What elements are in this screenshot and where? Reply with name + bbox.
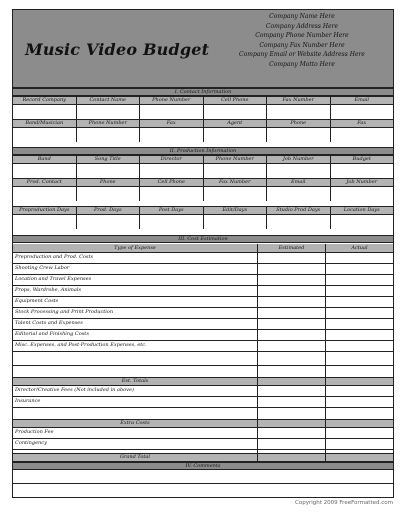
- comments-section-title: IV. Comments: [13, 462, 393, 470]
- cost-row[interactable]: [13, 330, 393, 341]
- est-totals-label: Est. Totals: [121, 378, 149, 384]
- cost-row[interactable]: [13, 308, 393, 319]
- production-label-row-2: [13, 178, 393, 187]
- company-fax: Company Fax Number Here: [259, 41, 345, 49]
- production-label: Preproduction Days: [13, 207, 77, 214]
- production-label: Post Days: [140, 207, 204, 214]
- cost-column-headers: [13, 244, 393, 253]
- production-field[interactable]: [267, 164, 331, 178]
- production-field[interactable]: [331, 187, 394, 201]
- comments-field[interactable]: [13, 484, 393, 498]
- company-name: Company Name Here: [269, 13, 335, 20]
- contact-label: Band/Musician: [13, 120, 77, 127]
- production-field[interactable]: [267, 215, 331, 229]
- production-label: Fax Number: [204, 179, 268, 186]
- contact-field[interactable]: [204, 128, 268, 142]
- cost-item-label: Location and Travel Expenses: [15, 276, 92, 282]
- production-field[interactable]: [204, 164, 268, 178]
- cost-item-label: Editorial and Finishing Costs: [15, 331, 89, 337]
- production-field[interactable]: [140, 164, 204, 178]
- cost-item-label: Insurance: [15, 398, 41, 404]
- contact-label: Fax Number: [267, 97, 331, 104]
- cost-item-label: Props, Wardrobe, Animals: [15, 287, 82, 293]
- estimated-column-divider: [257, 253, 258, 462]
- col-type-header: Type of Expense: [114, 245, 156, 251]
- cost-item-label: Misc. Expenses, and Post-Production Expenses, etc.: [15, 342, 147, 348]
- contact-label: Cell Phone: [204, 97, 268, 104]
- cost-item-label: Shooting Crew Labor: [15, 265, 70, 271]
- production-field[interactable]: [204, 215, 268, 229]
- contact-section-title: I. Contact Information: [13, 88, 393, 96]
- form-title: Music Video Budget: [25, 40, 210, 59]
- production-label: Budget: [352, 156, 371, 162]
- cost-row[interactable]: [13, 319, 393, 330]
- contact-label-row-2: [13, 119, 393, 128]
- company-address: Company Address Here: [265, 22, 339, 30]
- production-label-row-3: [13, 206, 393, 215]
- production-field[interactable]: [331, 215, 394, 229]
- production-field[interactable]: [13, 215, 77, 229]
- contact-label: Agent: [204, 120, 268, 127]
- cost-row[interactable]: [13, 297, 393, 308]
- production-label: Job Number: [346, 179, 378, 185]
- extra-costs-label: Extra Costs: [120, 420, 150, 426]
- production-label: Email: [267, 179, 331, 186]
- cost-row[interactable]: [13, 428, 393, 439]
- production-field[interactable]: [204, 187, 268, 201]
- copyright-footer: Copyright 2009 FreeFormatted.com: [295, 500, 393, 506]
- contact-field[interactable]: [267, 105, 331, 119]
- production-field[interactable]: [140, 215, 204, 229]
- production-field[interactable]: [331, 164, 394, 178]
- contact-label: Contact Name: [77, 97, 141, 104]
- contact-field[interactable]: [140, 128, 204, 142]
- contact-field[interactable]: [77, 128, 141, 142]
- production-value-row-2: [13, 187, 393, 201]
- production-field[interactable]: [77, 215, 141, 229]
- production-value-row-1: [13, 164, 393, 178]
- production-label: Prod. Days: [77, 207, 141, 214]
- contact-label: Phone Number: [140, 97, 204, 104]
- production-section-title: II. Production Information: [13, 147, 393, 155]
- production-label: Studio Prod Days: [267, 207, 331, 214]
- cost-item-label: Equipment Costs: [15, 298, 59, 304]
- cost-row[interactable]: [13, 286, 393, 297]
- cost-row[interactable]: [13, 253, 393, 264]
- contact-field[interactable]: [13, 105, 77, 119]
- production-label-row-1: [13, 155, 393, 164]
- cost-item-label: Director/Creative Fees (Not included in above): [15, 387, 134, 393]
- production-field[interactable]: [140, 187, 204, 201]
- production-label: Job Number: [267, 156, 331, 163]
- cost-item-label: Preproduction and Prod. Costs: [15, 254, 94, 260]
- production-value-row-3: [13, 215, 393, 229]
- contact-label: Email: [354, 97, 370, 103]
- contact-label: Fax: [357, 120, 367, 126]
- contact-label: Phone: [267, 120, 331, 127]
- company-motto: Company Motto Here: [269, 60, 335, 68]
- cost-row[interactable]: [13, 341, 393, 352]
- production-label: Prod. Contact: [13, 179, 77, 186]
- cost-row[interactable]: [13, 264, 393, 275]
- production-field[interactable]: [77, 164, 141, 178]
- contact-value-row-2: [13, 128, 393, 142]
- contact-label: Record Company: [13, 97, 77, 104]
- company-email: Company Email or Website Address Here: [239, 51, 365, 58]
- cost-row[interactable]: [13, 275, 393, 286]
- contact-field[interactable]: [77, 105, 141, 119]
- production-field[interactable]: [13, 164, 77, 178]
- grand-total-label: Grand Total: [120, 454, 150, 460]
- cost-item-label: Production Fee: [15, 429, 54, 435]
- contact-field[interactable]: [331, 105, 394, 119]
- col-actual-header: Actual: [325, 244, 393, 252]
- production-label: Song Title: [77, 156, 141, 163]
- contact-field[interactable]: [331, 128, 394, 142]
- production-label: Location Days: [343, 207, 380, 213]
- production-label: Cell Phone: [140, 179, 204, 186]
- production-label: Phone Number: [204, 156, 268, 163]
- cost-item-label: Contingency: [15, 440, 47, 446]
- comments-field[interactable]: [13, 470, 393, 484]
- cost-row-blank[interactable]: [13, 352, 393, 366]
- extra-costs-bar: [13, 419, 393, 428]
- grand-total-bar: [13, 453, 393, 462]
- contact-label: Fax: [140, 120, 204, 127]
- production-label: Director: [140, 156, 204, 163]
- cost-item-label: Talent Costs and Expenses: [15, 320, 83, 326]
- company-info: [217, 12, 387, 69]
- company-phone: Company Phone Number Here: [255, 32, 349, 39]
- contact-label-row-1: [13, 96, 393, 105]
- cost-row[interactable]: [13, 397, 393, 408]
- contact-value-row-1: [13, 105, 393, 119]
- production-label: Band: [13, 156, 77, 163]
- contact-field[interactable]: [140, 105, 204, 119]
- cost-row[interactable]: [13, 439, 393, 450]
- production-field[interactable]: [267, 187, 331, 201]
- contact-field[interactable]: [13, 128, 77, 142]
- cost-section-title: III. Cost Estimation: [13, 235, 393, 243]
- production-label: Edit/Days: [204, 207, 268, 214]
- col-estimated-header: Estimated: [257, 244, 325, 252]
- budget-form: [12, 9, 394, 498]
- production-field[interactable]: [77, 187, 141, 201]
- actual-column-divider: [325, 253, 326, 462]
- contact-label: Phone Number: [77, 120, 141, 127]
- contact-field[interactable]: [204, 105, 268, 119]
- form-header: [13, 10, 393, 88]
- production-label: Phone: [77, 179, 141, 186]
- contact-field[interactable]: [267, 128, 331, 142]
- est-totals-bar: [13, 377, 393, 386]
- production-field[interactable]: [13, 187, 77, 201]
- cost-item-label: Stock Processing and Print Production: [15, 309, 114, 315]
- cost-row[interactable]: [13, 386, 393, 397]
